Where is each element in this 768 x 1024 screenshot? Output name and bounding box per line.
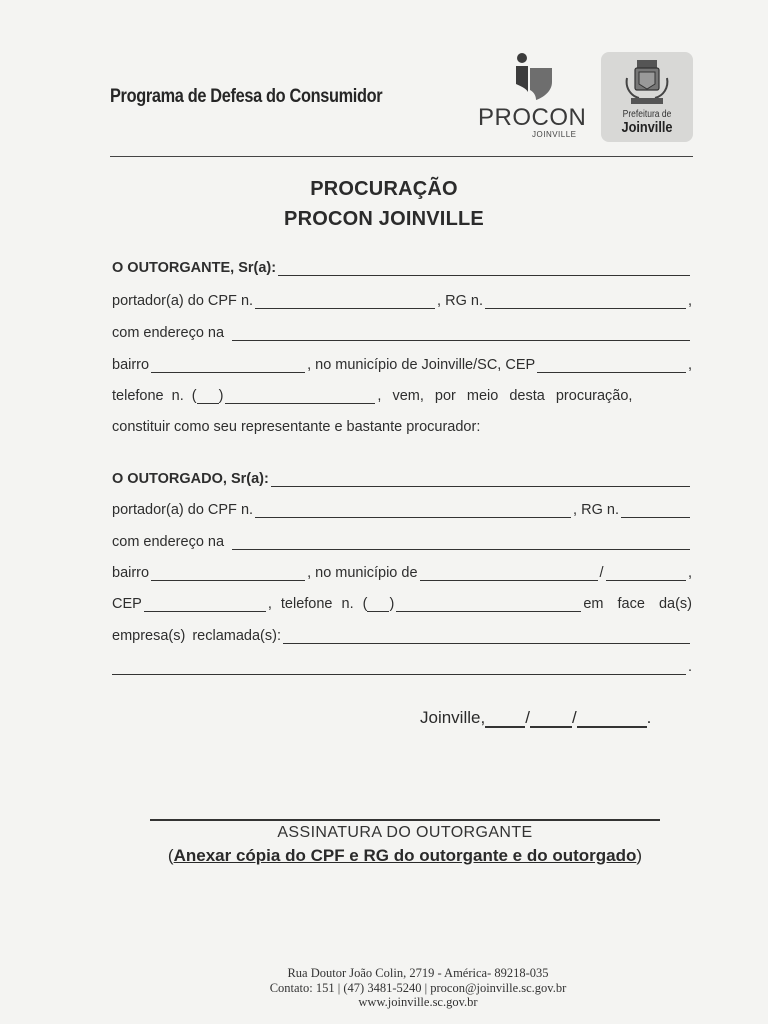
comma: ,	[687, 565, 692, 581]
address-label: com endereço na	[112, 534, 225, 550]
outorgante-address-row	[112, 321, 692, 341]
outorgado-bairro-row	[112, 561, 692, 581]
outorgado-rg-field[interactable]	[621, 503, 690, 518]
signature-line[interactable]	[150, 819, 660, 821]
prefeitura-label: Prefeitura de	[622, 109, 672, 120]
attachment-note-text: Anexar cópia do CPF e RG do outorgante e do outorgado	[173, 846, 637, 865]
procon-shield-icon	[512, 52, 554, 102]
paren-open: (	[167, 846, 174, 865]
procon-name: PROCON	[478, 104, 587, 131]
empresa-continuation-field[interactable]	[112, 660, 686, 675]
municipio-label: , no município de	[307, 565, 418, 581]
slash: /	[525, 708, 530, 727]
empresa-field[interactable]	[283, 629, 690, 644]
outorgado-cep-row	[112, 592, 692, 612]
municipio-label: , no município de Joinville/SC, CEP	[307, 357, 536, 373]
outorgante-cep-field[interactable]	[537, 358, 686, 373]
header-divider	[110, 156, 693, 157]
document-title: PROCURAÇÃO	[310, 178, 458, 200]
outorgado-uf-field[interactable]	[606, 566, 686, 581]
footer-contact: Contato: 151 | (47) 3481-5240 | procon@joinville.sc.gov.br	[269, 981, 567, 995]
slash: /	[571, 708, 577, 727]
outorgante-rg-field[interactable]	[485, 294, 686, 309]
constituir-text: constituir como seu representante e bastante procurador:	[112, 419, 481, 435]
outorgante-phone-row	[112, 384, 692, 404]
date-day-field[interactable]	[485, 710, 525, 728]
period: .	[687, 659, 692, 675]
procon-city: JOINVILLE	[532, 130, 577, 139]
comma: ,	[687, 357, 692, 373]
outorgado-bairro-field[interactable]	[151, 566, 305, 581]
footer-address: Rua Doutor João Colin, 2719 - América- 89218-035	[287, 966, 549, 980]
program-title: Programa de Defesa do Consumidor	[110, 86, 383, 107]
outorgado-ddd-field[interactable]	[367, 597, 389, 612]
outorgante-phone-field[interactable]	[225, 389, 375, 404]
outorgado-address-field[interactable]	[232, 535, 690, 550]
phone-label: telefone n. (	[112, 388, 197, 404]
date-year-field[interactable]	[577, 710, 647, 728]
procon-logo	[474, 50, 590, 142]
prefeitura-badge	[601, 52, 693, 142]
outorgado-address-row	[112, 530, 692, 550]
outorgante-name-row	[112, 256, 692, 276]
document-subtitle: PROCON JOINVILLE	[284, 208, 484, 230]
paren-close: )	[389, 596, 395, 612]
attachment-note	[0, 846, 768, 866]
outorgante-bairro-field[interactable]	[151, 358, 305, 373]
outorgante-doc-row	[112, 289, 692, 309]
empresa-continuation-row	[112, 655, 692, 675]
paren-close: )	[218, 388, 224, 404]
procuracao-text: , vem, por meio desta procuração,	[377, 388, 633, 404]
coat-of-arms-icon	[623, 58, 671, 108]
face-label: em face da(s)	[583, 596, 692, 612]
cpf-label: portador(a) do CPF n.	[112, 293, 254, 309]
constituir-row	[112, 415, 692, 435]
empresa-label: empresa(s) reclamada(s):	[112, 628, 281, 644]
empresa-row	[112, 624, 692, 644]
cep-label: CEP	[112, 596, 142, 612]
outorgado-cep-field[interactable]	[144, 597, 266, 612]
paren-close: )	[636, 846, 643, 865]
comma: ,	[687, 293, 692, 309]
outorgado-municipio-field[interactable]	[420, 566, 598, 581]
date-month-field[interactable]	[530, 710, 572, 728]
bairro-label: bairro	[112, 565, 150, 581]
outorgado-name-field[interactable]	[271, 472, 690, 487]
period: .	[646, 708, 652, 727]
outorgado-doc-row	[112, 498, 692, 518]
prefeitura-city: Joinville	[621, 119, 673, 136]
outorgante-cpf-field[interactable]	[255, 294, 435, 309]
outorgante-bairro-row	[112, 353, 692, 373]
outorgado-name-row	[112, 467, 692, 487]
address-label: com endereço na	[112, 325, 225, 341]
signature-label: ASSINATURA DO OUTORGANTE	[277, 824, 533, 841]
phone-label: , telefone n. (	[267, 596, 368, 612]
outorgado-phone-field[interactable]	[396, 597, 581, 612]
date-city: Joinville,	[420, 708, 486, 727]
date-row	[420, 706, 651, 728]
outorgado-cpf-field[interactable]	[255, 503, 571, 518]
rg-label: , RG n.	[573, 502, 619, 518]
outorgante-ddd-field[interactable]	[197, 389, 219, 404]
cpf-label: portador(a) do CPF n.	[112, 502, 254, 518]
outorgante-label: O OUTORGANTE, Sr(a):	[112, 260, 277, 276]
outorgante-name-field[interactable]	[278, 261, 690, 276]
bairro-label: bairro	[112, 357, 150, 373]
outorgado-label: O OUTORGADO, Sr(a):	[112, 471, 269, 487]
outorgante-address-field[interactable]	[232, 326, 690, 341]
footer-website: www.joinville.sc.gov.br	[358, 995, 478, 1009]
slash: /	[599, 565, 604, 581]
rg-label: , RG n.	[437, 293, 483, 309]
